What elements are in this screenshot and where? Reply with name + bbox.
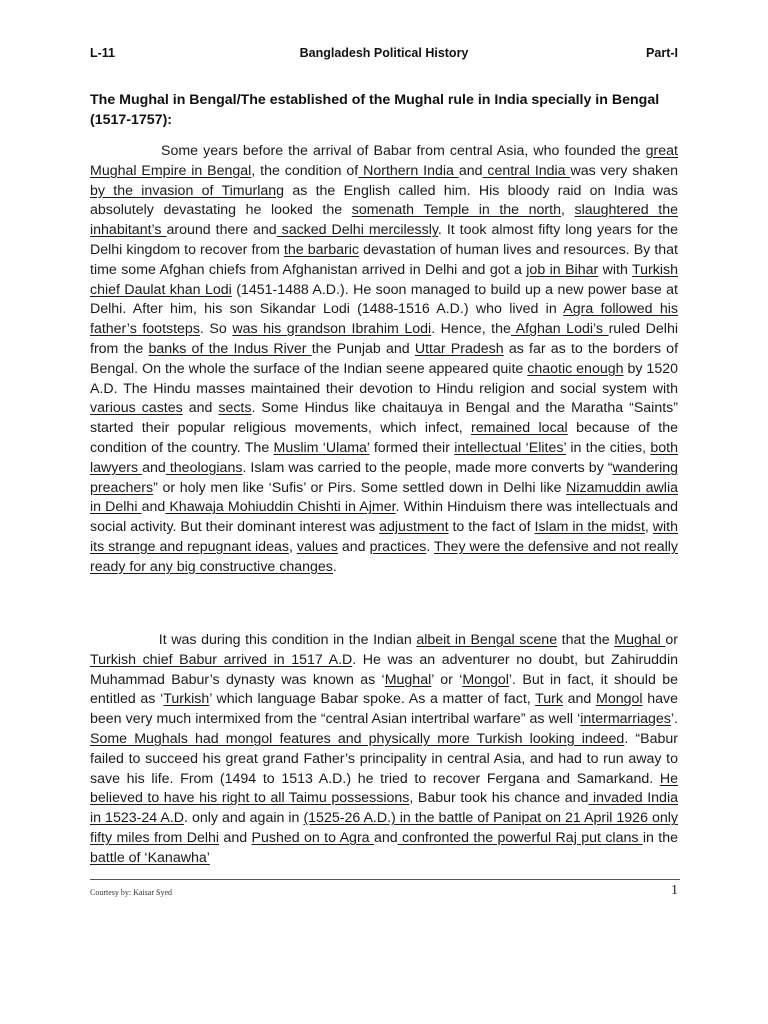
text-run: . Some Hindus like chaitauya in Bengal and the Maratha “Saints” started their popular religious movements, which infect, xyxy=(90,400,678,437)
paragraph-2 xyxy=(90,631,678,869)
text-run: . only and again in xyxy=(184,810,304,827)
text-run: as far as to the borders of Bengal. On the whole the surface of the Indian seene appeared quite xyxy=(90,340,679,377)
text-run: in the cities, xyxy=(566,439,651,456)
underlined-phrase: Muslim ‘Ulama’ xyxy=(273,439,370,456)
text-run: , Babur took his chance and xyxy=(409,790,589,807)
underlined-phrase: Khawaja Mohiuddin Chishti in Ajmer xyxy=(165,499,396,516)
underlined-phrase: intermarriages xyxy=(580,711,671,728)
text-run: . Within Hinduism there was intellectuals and social activity. But their dominant interest was xyxy=(90,499,678,536)
text-run: , xyxy=(561,202,575,219)
underlined-phrase: Afghan Lodi’s xyxy=(510,321,609,338)
header-title: Bangladesh Political History xyxy=(299,46,469,60)
underlined-phrase: They were the defensive and not really ready for any big constructive changes xyxy=(90,538,679,575)
text-run: that the xyxy=(557,632,615,648)
underlined-phrase: Some Mughals had mongol features and physically more Turkish looking indeed xyxy=(90,730,625,747)
text-run: devastation of human lives and resources. By that time some Afghan chiefs from Afghanistan arrived in Delhi and got a xyxy=(90,241,678,278)
text-run: Some years before the arrival of Babar from central Asia, who founded the xyxy=(90,143,646,159)
text-run: around there and xyxy=(166,222,277,239)
text-run: with xyxy=(598,261,633,278)
text-run: and xyxy=(141,499,166,516)
text-run: as the English called him. His bloody raid on India was absolutely devastating he looked the xyxy=(90,182,679,219)
underlined-phrase: confronted the powerful Raj put clans xyxy=(397,829,643,846)
text-run: , xyxy=(644,519,653,536)
text-run: ’ or ‘ xyxy=(431,671,463,688)
underlined-phrase: albeit in Bengal scene xyxy=(416,632,558,648)
text-run: , xyxy=(288,538,297,555)
underlined-phrase: by the invasion of Timurlang xyxy=(90,182,285,199)
underlined-phrase: sacked Delhi mercilessly xyxy=(276,222,438,239)
text-run: ruled Delhi from the xyxy=(90,321,678,357)
underlined-phrase: was his grandson Ibrahim Lodi xyxy=(232,321,432,338)
paragraph-1 xyxy=(90,142,678,578)
underlined-phrase: central India xyxy=(482,162,571,179)
underlined-phrase: great Mughal Empire in Bengal xyxy=(90,143,678,179)
underlined-phrase: Mughal xyxy=(614,632,666,648)
underlined-phrase: Islam in the midst xyxy=(534,519,645,536)
part-label: Part-I xyxy=(646,46,678,60)
page-number: 1 xyxy=(671,883,678,898)
underlined-phrase: job in Bihar xyxy=(526,261,599,278)
text-run: and xyxy=(337,538,370,555)
text-run: and xyxy=(142,459,166,476)
text-run: . xyxy=(426,538,435,555)
text-run: ” or holy men like ‘Sufis’ or Pirs. Some settled down in Delhi like xyxy=(153,479,567,496)
text-run: ’ which language Babar spoke. As a matter of fact, xyxy=(209,691,536,708)
text-run: . “Babur failed to succeed his great grand Father’s principality in central Asia, and had to run away to save his life. From (1494 to 1513 A.D.) he tried to recover Fergana and Samarkand. xyxy=(90,730,678,787)
underlined-phrase: Mongol xyxy=(462,671,509,688)
text-run: and xyxy=(182,400,219,417)
underlined-phrase: slaughtered the inhabitant’s xyxy=(90,202,679,239)
underlined-phrase: (1525-26 A.D.) in the battle of Panipat on 21 April 1926 only fifty miles from Delhi xyxy=(90,810,678,846)
text-run: It was during this condition in the Indian xyxy=(90,632,417,648)
text-run: . It took almost fifty long years for the Delhi kingdom to recover from xyxy=(90,222,678,258)
text-run: to the fact of xyxy=(448,519,535,536)
underlined-phrase: Turkish chief Daulat khan Lodi xyxy=(90,261,679,298)
text-run: ’. But in fact, it should be entitled as ‘ xyxy=(90,671,678,708)
text-run: have been very much intermixed from the “central Asian intertribal warfare” as well ‘ xyxy=(90,691,678,728)
underlined-phrase: remained local xyxy=(471,420,568,437)
text-run: by 1520 A.D. The Hindu masses maintained their devotion to Hindu religion and social system with xyxy=(90,360,678,397)
text-run: formed their xyxy=(369,439,455,456)
underlined-phrase: banks of the Indus River xyxy=(148,340,312,357)
underlined-phrase: theologians xyxy=(165,459,243,476)
underlined-phrase: practices xyxy=(369,538,427,555)
section-title: The Mughal in Bengal/The established of the Mughal rule in India specially in Bengal (1517-1757): xyxy=(90,92,660,128)
underlined-phrase: He believed to have his right to all Taimu possessions xyxy=(90,770,678,807)
underlined-phrase: invaded India in 1523-24 A.D xyxy=(90,790,678,827)
underlined-phrase: battle of ‘Kanawha’ xyxy=(90,849,210,866)
lesson-number: L-11 xyxy=(90,46,116,60)
underlined-phrase: somenath Temple in the north xyxy=(351,202,561,219)
underlined-phrase: wandering preachers xyxy=(90,459,678,496)
underlined-phrase: adjustment xyxy=(379,519,449,536)
underlined-phrase: Turkish chief Babur arrived in 1517 A.D xyxy=(90,651,353,668)
page-header xyxy=(90,46,678,66)
text-run: and xyxy=(219,829,252,846)
underlined-phrase: Mongol xyxy=(596,691,643,708)
text-run: and xyxy=(373,829,398,846)
underlined-phrase: Agra followed his father’s footsteps xyxy=(90,301,679,338)
underlined-phrase: intellectual ‘Elites’ xyxy=(454,439,567,456)
underlined-phrase: Uttar Pradesh xyxy=(414,340,504,357)
footer-divider xyxy=(90,879,680,880)
text-run: in the xyxy=(642,829,678,846)
text-run: and xyxy=(562,691,596,708)
underlined-phrase: the barbaric xyxy=(283,241,359,258)
underlined-phrase: Pushed on to Agra xyxy=(251,829,374,846)
text-run: (1451-1488 A.D.). He soon managed to build up a new power base at Delhi. After him, his son Sikandar Lodi (1488-1516 A.D.) who lived in xyxy=(90,281,678,318)
text-run: . He was an adventurer no doubt, but Zahiruddin Muhammad Babur’s dynasty was known as ‘ xyxy=(90,651,678,688)
text-run: was very shaken xyxy=(570,162,678,179)
underlined-phrase: Mughal xyxy=(384,671,432,688)
text-run: . So xyxy=(199,321,233,338)
underlined-phrase: various castes xyxy=(90,400,183,417)
underlined-phrase: chaotic enough xyxy=(527,360,624,377)
text-run: or xyxy=(665,632,678,648)
footer-courtesy: Courtesy by: Kaisar Syed xyxy=(90,888,172,897)
text-run: and xyxy=(458,162,483,179)
text-run: . Islam was carried to the people, made more converts by “ xyxy=(242,459,613,476)
text-run: . xyxy=(332,558,337,575)
underlined-phrase: both lawyers xyxy=(90,439,678,476)
text-run: the Punjab and xyxy=(311,340,415,357)
underlined-phrase: sects xyxy=(218,400,252,417)
underlined-phrase: Nizamuddin awlia in Delhi xyxy=(90,479,678,516)
text-run: ’. xyxy=(670,711,678,728)
underlined-phrase: values xyxy=(296,538,338,555)
underlined-phrase: Northern India xyxy=(358,162,459,179)
underlined-phrase: with its strange and repugnant ideas xyxy=(90,519,679,555)
underlined-phrase: Turk xyxy=(535,691,563,708)
text-run: because of the condition of the country. The xyxy=(90,420,678,456)
underlined-phrase: Turkish xyxy=(163,691,210,708)
text-run: . Hence, the xyxy=(431,321,511,338)
text-run: , the condition of xyxy=(251,162,359,179)
